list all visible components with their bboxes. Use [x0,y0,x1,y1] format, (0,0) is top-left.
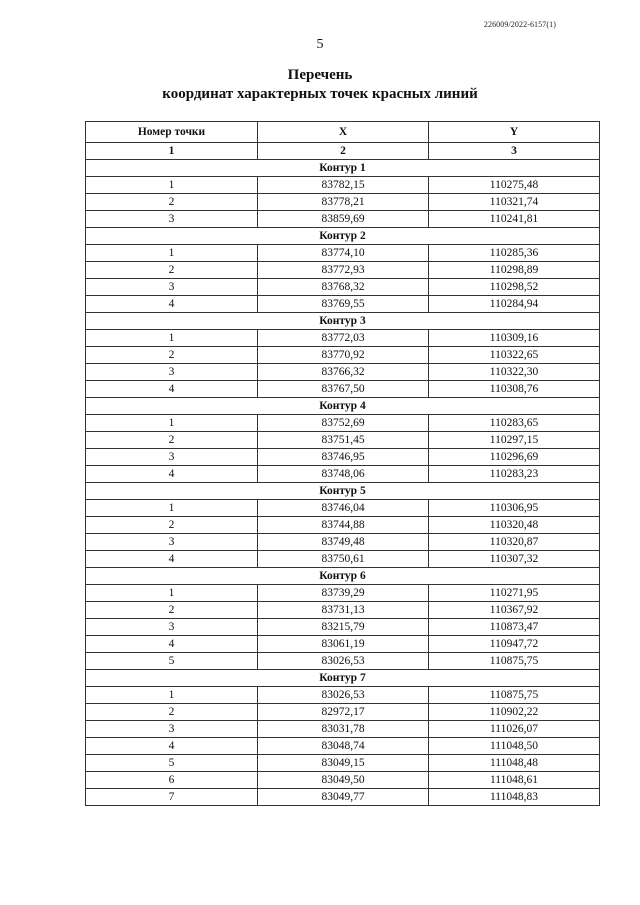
y-coordinate-cell: 110271,95 [429,585,600,602]
point-number-cell: 3 [86,619,258,636]
x-coordinate-cell: 83774,10 [258,245,429,262]
table-row [86,551,600,568]
contour-header-row [86,568,600,585]
page-number: 5 [316,37,324,52]
contour-header-row [86,670,600,687]
point-number-cell: 2 [86,194,258,211]
point-number-cell: 3 [86,364,258,381]
table-row [86,364,600,381]
point-number-cell: 1 [86,415,258,432]
y-coordinate-cell: 110275,48 [429,177,600,194]
point-number-cell: 4 [86,466,258,483]
point-number-cell: 1 [86,500,258,517]
title-line-1: Перечень [287,67,353,83]
contour-header-row [86,398,600,415]
x-coordinate-cell: 83772,03 [258,330,429,347]
table-row [86,687,600,704]
x-coordinate-cell: 83751,45 [258,432,429,449]
point-number-cell: 2 [86,704,258,721]
table-row [86,466,600,483]
table-row [86,177,600,194]
point-number-cell: 6 [86,772,258,789]
y-coordinate-cell: 110296,69 [429,449,600,466]
x-coordinate-cell: 83746,04 [258,500,429,517]
point-number-cell: 2 [86,602,258,619]
point-number-cell: 4 [86,551,258,568]
x-coordinate-cell: 83750,61 [258,551,429,568]
contour-label: Контур 6 [86,568,600,585]
x-coordinate-cell: 83746,95 [258,449,429,466]
x-coordinate-cell: 82972,17 [258,704,429,721]
contour-header-row [86,160,600,177]
y-coordinate-cell: 110322,30 [429,364,600,381]
point-number-cell: 2 [86,432,258,449]
table-row [86,432,600,449]
y-coordinate-cell: 110322,65 [429,347,600,364]
table-row [86,653,600,670]
y-coordinate-cell: 110308,76 [429,381,600,398]
point-number-cell: 7 [86,789,258,806]
table-row [86,194,600,211]
point-number-cell: 3 [86,211,258,228]
column-number-3: 3 [429,143,600,160]
column-number-1: 1 [86,143,258,160]
y-coordinate-cell: 110320,48 [429,517,600,534]
header-point-number: Номер точки [86,122,258,143]
table-row [86,517,600,534]
contour-label: Контур 3 [86,313,600,330]
x-coordinate-cell: 83749,48 [258,534,429,551]
table-row [86,500,600,517]
contour-label: Контур 5 [86,483,600,500]
y-coordinate-cell: 110306,95 [429,500,600,517]
header-x: X [258,122,429,143]
table-row [86,721,600,738]
x-coordinate-cell: 83782,15 [258,177,429,194]
point-number-cell: 4 [86,381,258,398]
point-number-cell: 2 [86,347,258,364]
contour-header-row [86,483,600,500]
y-coordinate-cell: 111048,83 [429,789,600,806]
y-coordinate-cell: 110321,74 [429,194,600,211]
table-row [86,296,600,313]
x-coordinate-cell: 83744,88 [258,517,429,534]
document-id: 226009/2022-6157(1) [483,20,556,29]
x-coordinate-cell: 83049,77 [258,789,429,806]
table-row [86,245,600,262]
x-coordinate-cell: 83766,32 [258,364,429,381]
title-line-2: координат характерных точек красных линий [162,86,478,102]
coordinates-table [85,121,600,806]
y-coordinate-cell: 110875,75 [429,653,600,670]
x-coordinate-cell: 83026,53 [258,687,429,704]
column-number-2: 2 [258,143,429,160]
x-coordinate-cell: 83049,50 [258,772,429,789]
y-coordinate-cell: 110307,32 [429,551,600,568]
y-coordinate-cell: 110320,87 [429,534,600,551]
table-row [86,602,600,619]
header-y: Y [429,122,600,143]
column-number-row [86,143,600,160]
x-coordinate-cell: 83061,19 [258,636,429,653]
table-row [86,585,600,602]
y-coordinate-cell: 110367,92 [429,602,600,619]
table-row [86,772,600,789]
x-coordinate-cell: 83739,29 [258,585,429,602]
table-row [86,347,600,364]
table-row [86,704,600,721]
y-coordinate-cell: 110297,15 [429,432,600,449]
point-number-cell: 5 [86,653,258,670]
y-coordinate-cell: 110298,52 [429,279,600,296]
table-row [86,738,600,755]
page-title [0,66,640,104]
point-number-cell: 1 [86,177,258,194]
x-coordinate-cell: 83772,93 [258,262,429,279]
y-coordinate-cell: 110902,22 [429,704,600,721]
point-number-cell: 3 [86,534,258,551]
table-row [86,262,600,279]
table-row [86,636,600,653]
contour-label: Контур 2 [86,228,600,245]
y-coordinate-cell: 111048,48 [429,755,600,772]
y-coordinate-cell: 111048,61 [429,772,600,789]
table-row [86,449,600,466]
x-coordinate-cell: 83752,69 [258,415,429,432]
x-coordinate-cell: 83731,13 [258,602,429,619]
x-coordinate-cell: 83026,53 [258,653,429,670]
point-number-cell: 5 [86,755,258,772]
table-row [86,211,600,228]
x-coordinate-cell: 83048,74 [258,738,429,755]
point-number-cell: 1 [86,330,258,347]
contour-label: Контур 4 [86,398,600,415]
contour-label: Контур 7 [86,670,600,687]
y-coordinate-cell: 111026,07 [429,721,600,738]
point-number-cell: 1 [86,245,258,262]
y-coordinate-cell: 110873,47 [429,619,600,636]
table-header-row [86,122,600,143]
contour-header-row [86,228,600,245]
point-number-cell: 2 [86,517,258,534]
x-coordinate-cell: 83768,32 [258,279,429,296]
contour-header-row [86,313,600,330]
table-row [86,415,600,432]
table-row [86,279,600,296]
point-number-cell: 1 [86,585,258,602]
table-row [86,789,600,806]
x-coordinate-cell: 83778,21 [258,194,429,211]
point-number-cell: 4 [86,296,258,313]
x-coordinate-cell: 83767,50 [258,381,429,398]
table-row [86,755,600,772]
x-coordinate-cell: 83215,79 [258,619,429,636]
y-coordinate-cell: 110298,89 [429,262,600,279]
point-number-cell: 3 [86,449,258,466]
x-coordinate-cell: 83770,92 [258,347,429,364]
y-coordinate-cell: 110947,72 [429,636,600,653]
y-coordinate-cell: 110283,23 [429,466,600,483]
x-coordinate-cell: 83031,78 [258,721,429,738]
point-number-cell: 2 [86,262,258,279]
point-number-cell: 1 [86,687,258,704]
contour-label: Контур 1 [86,160,600,177]
point-number-cell: 4 [86,738,258,755]
x-coordinate-cell: 83049,15 [258,755,429,772]
point-number-cell: 4 [86,636,258,653]
x-coordinate-cell: 83769,55 [258,296,429,313]
table-body [86,143,600,806]
y-coordinate-cell: 110241,81 [429,211,600,228]
point-number-cell: 3 [86,279,258,296]
y-coordinate-cell: 110309,16 [429,330,600,347]
table-row [86,619,600,636]
y-coordinate-cell: 110283,65 [429,415,600,432]
table-row [86,330,600,347]
table-row [86,381,600,398]
point-number-cell: 3 [86,721,258,738]
y-coordinate-cell: 110284,94 [429,296,600,313]
y-coordinate-cell: 110285,36 [429,245,600,262]
x-coordinate-cell: 83859,69 [258,211,429,228]
y-coordinate-cell: 111048,50 [429,738,600,755]
y-coordinate-cell: 110875,75 [429,687,600,704]
table-row [86,534,600,551]
x-coordinate-cell: 83748,06 [258,466,429,483]
